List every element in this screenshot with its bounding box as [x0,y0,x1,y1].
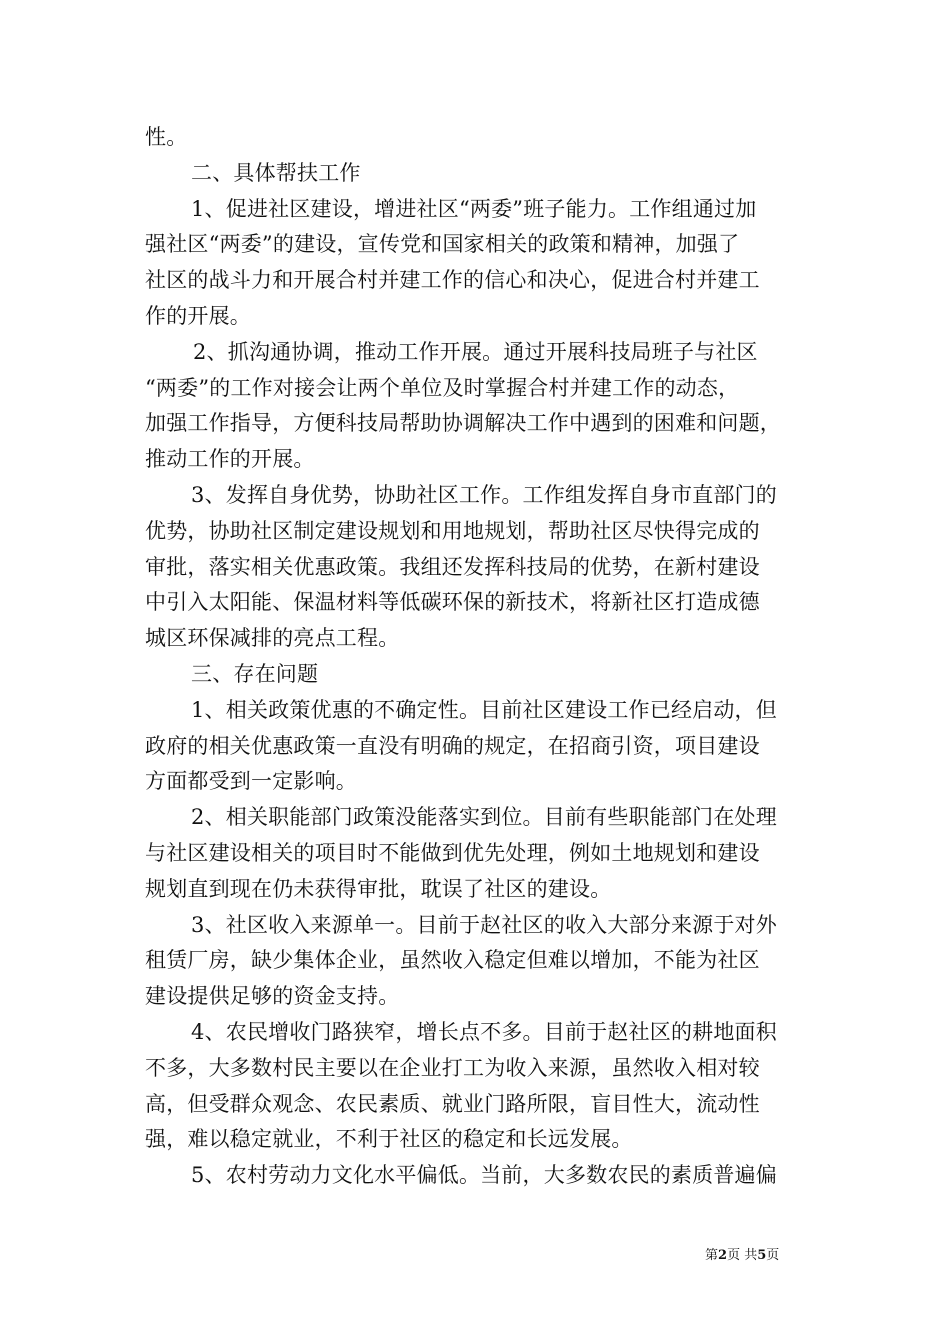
text-line-27: 不多，大多数村民主要以在企业打工为收入来源，虽然收入相对较 [145,1055,760,1080]
section-heading-3: 三、存在问题 [191,661,319,686]
text-line-22: 规划直到现在仍未获得审批，耽误了社区的建设。 [145,876,612,901]
footer-prefix: 第 [705,1248,719,1263]
text-line-9: 加强工作指导，方便科技局帮助协调解决工作中遇到的困难和问题， [145,411,781,436]
text-line-5: 社区的战斗力和开展合村并建工作的信心和决心，促进合村并建工 [145,268,760,293]
text-line-4: 强社区“两委”的建设，宣传党和国家相关的政策和精神，加强了 [145,232,740,257]
text-line-14: 中引入太阳能、保温材料等低碳环保的新技术，将新社区打造成德 [145,590,760,615]
footer-current-page: 2 [718,1248,728,1263]
footer-total-pages: 5 [757,1248,767,1263]
text-line-18: 政府的相关优惠政策一直没有明确的规定，在招商引资，项目建设 [145,733,760,758]
footer-middle: 页 共 [727,1248,758,1263]
text-line-26: 4、农民增收门路狭窄，增长点不多。目前于赵社区的耕地面积 [191,1019,777,1044]
text-line-24: 租赁厂房，缺少集体企业，虽然收入稳定但难以增加，不能为社区 [145,948,760,973]
text-line-25: 建设提供足够的资金支持。 [145,984,400,1009]
text-line-10: 推动工作的开展。 [145,447,315,472]
footer-suffix: 页 [766,1248,780,1263]
text-line-17: 1、相关政策优惠的不确定性。目前社区建设工作已经启动，但 [191,697,777,722]
text-line-11: 3、发挥自身优势，协助社区工作。工作组发挥自身市直部门的 [191,482,777,507]
text-line-3: 1、促进社区建设，增进社区“两委”班子能力。工作组通过加 [191,196,757,221]
text-line-15: 城区环保减排的亮点工程。 [145,626,400,651]
page-footer [705,1247,815,1265]
text-line-29: 强，难以稳定就业，不利于社区的稳定和长远发展。 [145,1127,633,1152]
text-line-21: 与社区建设相关的项目时不能做到优先处理，例如土地规划和建设 [145,840,760,865]
text-line-6: 作的开展。 [145,303,251,328]
text-line-1: 性。 [145,125,188,149]
text-line-13: 审批，落实相关优惠政策。我组还发挥科技局的优势，在新村建设 [145,554,760,579]
section-heading-2: 二、具体帮扶工作 [191,160,361,185]
document-body [145,120,810,1194]
text-line-20: 2、相关职能部门政策没能落实到位。目前有些职能部门在处理 [191,805,777,830]
text-line-28: 高，但受群众观念、农民素质、就业门路所限，盲目性大，流动性 [145,1091,760,1116]
text-line-12: 优势，协助社区制定建设规划和用地规划，帮助社区尽快得完成的 [145,518,760,543]
text-line-19: 方面都受到一定影响。 [145,769,357,794]
text-line-23: 3、社区收入来源单一。目前于赵社区的收入大部分来源于对外 [191,912,777,937]
text-line-30: 5、农村劳动力文化水平偏低。当前，大多数农民的素质普遍偏 [191,1163,777,1188]
text-line-8: “两委”的工作对接会让两个单位及时掌握合村并建工作的动态， [145,375,740,400]
text-line-7: 2、抓沟通协调，推动工作开展。通过开展科技局班子与社区 [193,339,758,364]
